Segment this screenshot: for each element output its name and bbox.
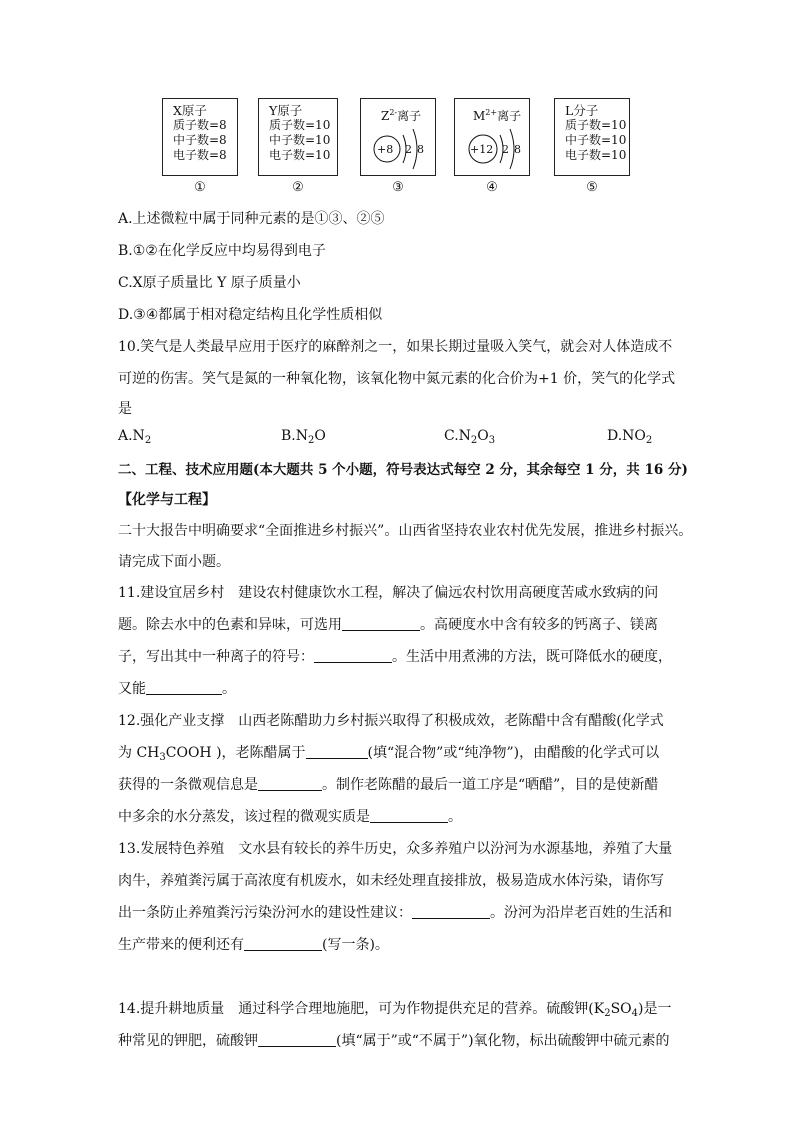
q10-a-text: A.N: [118, 428, 145, 444]
z-shell1-count: 2: [405, 143, 412, 156]
l-molecule-electrons: 电子数=10: [565, 148, 627, 162]
y-atom-title: Y原子: [269, 103, 303, 118]
x-atom-neutrons: 中子数=8: [173, 133, 227, 147]
z-nucleus-charge: +8: [377, 143, 394, 156]
q10-c-post: O: [477, 428, 489, 444]
q10-c-text: C.N: [444, 428, 471, 444]
q13-line-3: [118, 902, 672, 922]
m-ion-diagram: [455, 99, 531, 177]
section2-intro-1: 二十大报告中明确要求“全面推进乡村振兴”。山西省坚持农业农村优先发展，推进乡村振兴。: [118, 523, 693, 539]
caption-4: ④: [486, 180, 498, 195]
q12-line-2: [118, 742, 659, 763]
q12-l2-text-c: (填“混合物”或“纯净物”)，由醋酸的化学式可以: [367, 745, 660, 761]
x-atom-box: [162, 98, 238, 176]
q10-c-sub2: 3: [488, 435, 496, 446]
caption-2: ②: [292, 180, 304, 195]
q11-blank-2[interactable]: [314, 648, 392, 663]
q12-line-4: [118, 806, 462, 826]
q12-line-1: 12.强化产业支撑 山西老陈醋助力乡村振兴取得了积极成效，老陈醋中含有醋酸(化学式: [118, 713, 664, 729]
q13-line-2: 肉牛，养殖粪污属于高浓度有机废水，如未经处理直接排放，极易造成水体污染，请你写: [118, 873, 664, 889]
section2-subheading: 【化学与工程】: [118, 492, 216, 508]
q13-l4-text-b: (写一条)。: [322, 937, 389, 953]
q11-line-1: 11.建设宜居乡村 建设农村健康饮水工程，解决了偏远农村饮用高硬度苦咸水致病的问: [118, 585, 659, 601]
q14-line-2: [118, 1030, 670, 1050]
q14-l1-text-c: )是一: [638, 1001, 672, 1017]
q9-option-a: A.上述微粒中属于同种元素的是①③、②⑤: [118, 211, 385, 227]
q9-option-c: C.X原子质量比 Y 原子质量小: [118, 275, 301, 291]
x-atom-title: X原子: [173, 103, 207, 118]
q12-line-3: [118, 774, 658, 794]
q10-d-text: D.NO: [607, 428, 646, 444]
section2-heading: 二、工程、技术应用题(本大题共 5 个小题，符号表达式每空 2 分，其余每空 1 分，共 16 分): [118, 462, 688, 478]
y-atom-box: [258, 98, 338, 176]
l-molecule-title: L分子: [565, 103, 599, 118]
q13-blank-2[interactable]: [244, 936, 322, 951]
z-ion-diagram: [361, 99, 437, 177]
q14-l2-text-a: 种常见的钾肥，硫酸钾: [118, 1033, 258, 1049]
m-ion-symbol: M: [473, 109, 486, 123]
q10-b-post: O: [314, 428, 326, 444]
q12-l4-text-b: 。: [448, 809, 462, 825]
q10-a-sub: 2: [144, 435, 152, 446]
m-nucleus-charge: +12: [470, 143, 494, 156]
q13-line-1: 13.发展特色养殖 文水县有较长的养牛历史，众多养殖户以汾河为水源基地，养殖了大量: [118, 841, 673, 857]
q14-l1-text-a: 14.提升耕地质量 通过科学合理地施肥，可为作物提供充足的营养。硫酸钾(K: [118, 1001, 605, 1017]
q10-option-d: [607, 428, 652, 446]
m-ion-box: [454, 98, 530, 176]
z-shell2-count: 8: [417, 143, 424, 156]
q11-line-3: [118, 646, 672, 666]
q12-l4-text-a: 中多余的水分蒸发，该过程的微观实质是: [118, 809, 370, 825]
q11-l4-text-a: 又能: [118, 681, 146, 697]
q11-blank-1[interactable]: [342, 616, 420, 631]
q10-line-1: 10.笑气是人类最早应用于医疗的麻醉剂之一，如果长期过量吸入笑气，就会对人体造成不: [118, 339, 673, 355]
q14-l1-sub-2: 4: [631, 1008, 639, 1019]
q12-l2-sub: 3: [159, 752, 166, 763]
y-atom-protons: 质子数=10: [269, 118, 331, 132]
q12-blank-1[interactable]: [306, 744, 368, 759]
m-shell2-count: 8: [514, 143, 521, 156]
z-ion-box: [360, 98, 436, 176]
q11-line-2: [118, 614, 658, 634]
q12-l3-text-a: 获得的一条微观信息是: [118, 777, 258, 793]
q14-l1-text-b: SO: [610, 1001, 632, 1017]
m-ion-charge: 2+: [485, 108, 498, 117]
q10-option-a: [118, 428, 151, 446]
q9-option-b: B.①②在化学反应中均易得到电子: [118, 243, 326, 259]
y-atom-electrons: 电子数=10: [269, 148, 331, 162]
q12-blank-3[interactable]: [370, 808, 448, 823]
q10-line-3: 是: [118, 401, 132, 417]
q14-l1-sub-1: 2: [604, 1008, 611, 1019]
q11-l4-text-b: 。: [222, 681, 236, 697]
q10-b-text: B.N: [281, 428, 308, 444]
q13-l3-text-a: 出一条防止养殖粪污污染汾河水的建设性建议：: [118, 905, 412, 921]
q10-c-sub: 2: [470, 435, 478, 446]
q11-l2-text-a: 题。除去水中的色素和异味，可选用: [118, 617, 342, 633]
caption-3: ③: [392, 180, 404, 195]
z-ion-suffix: 离子: [397, 109, 422, 123]
z-ion-charge: 2-: [389, 108, 398, 117]
q13-l4-text-a: 生产带来的便利还有: [118, 937, 244, 953]
z-ion-symbol: Z: [381, 109, 390, 123]
q14-blank-1[interactable]: [258, 1032, 336, 1047]
caption-1: ①: [194, 180, 206, 195]
q10-line-2: 可逆的伤害。笑气是氮的一种氧化物，该氧化物中氮元素的化合价为+1 价，笑气的化学式: [118, 371, 676, 387]
q10-option-b: [281, 428, 326, 446]
q13-blank-1[interactable]: [412, 904, 490, 919]
l-molecule-protons: 质子数=10: [565, 118, 627, 132]
q10-option-c: [444, 428, 495, 446]
q13-l3-text-b: 。汾河为沿岸老百姓的生活和: [490, 905, 672, 921]
particle-figure: [162, 98, 642, 198]
q11-l3-text-b: 。生活中用煮沸的方法，既可降低水的硬度，: [392, 649, 672, 665]
q12-l3-text-b: 。制作老陈醋的最后一道工序是“晒醋”，目的是使新醋: [322, 777, 659, 793]
q10-b-sub: 2: [308, 435, 315, 446]
l-molecule-box: [554, 98, 630, 176]
q9-option-d: D.③④都属于相对稳定结构且化学性质相似: [118, 307, 383, 323]
q11-blank-3[interactable]: [146, 680, 222, 695]
caption-5: ⑤: [586, 180, 598, 195]
m-shell1-count: 2: [502, 143, 509, 156]
q11-l2-text-b: 。高硬度水中含有较多的钙离子、镁离: [420, 617, 658, 633]
q12-l2-text-b: COOH )，老陈醋属于: [165, 745, 306, 761]
q12-l2-text-a: 为 CH: [118, 745, 160, 761]
x-atom-protons: 质子数=8: [173, 118, 227, 132]
section2-intro-2: 请完成下面小题。: [118, 554, 230, 570]
q11-l3-text-a: 子，写出其中一种离子的符号：: [118, 649, 314, 665]
y-atom-neutrons: 中子数=10: [269, 133, 331, 147]
q14-l2-text-b: (填“属于”或“不属于”)氧化物，标出硫酸钾中硫元素的: [336, 1033, 670, 1049]
q12-blank-2[interactable]: [258, 776, 322, 791]
q13-line-4: [118, 934, 389, 954]
q14-line-1: [118, 998, 671, 1019]
q10-d-sub: 2: [645, 435, 653, 446]
l-molecule-neutrons: 中子数=10: [565, 133, 627, 147]
q11-line-4: [118, 678, 236, 698]
m-ion-suffix: 离子: [497, 109, 522, 123]
x-atom-electrons: 电子数=8: [173, 148, 227, 162]
